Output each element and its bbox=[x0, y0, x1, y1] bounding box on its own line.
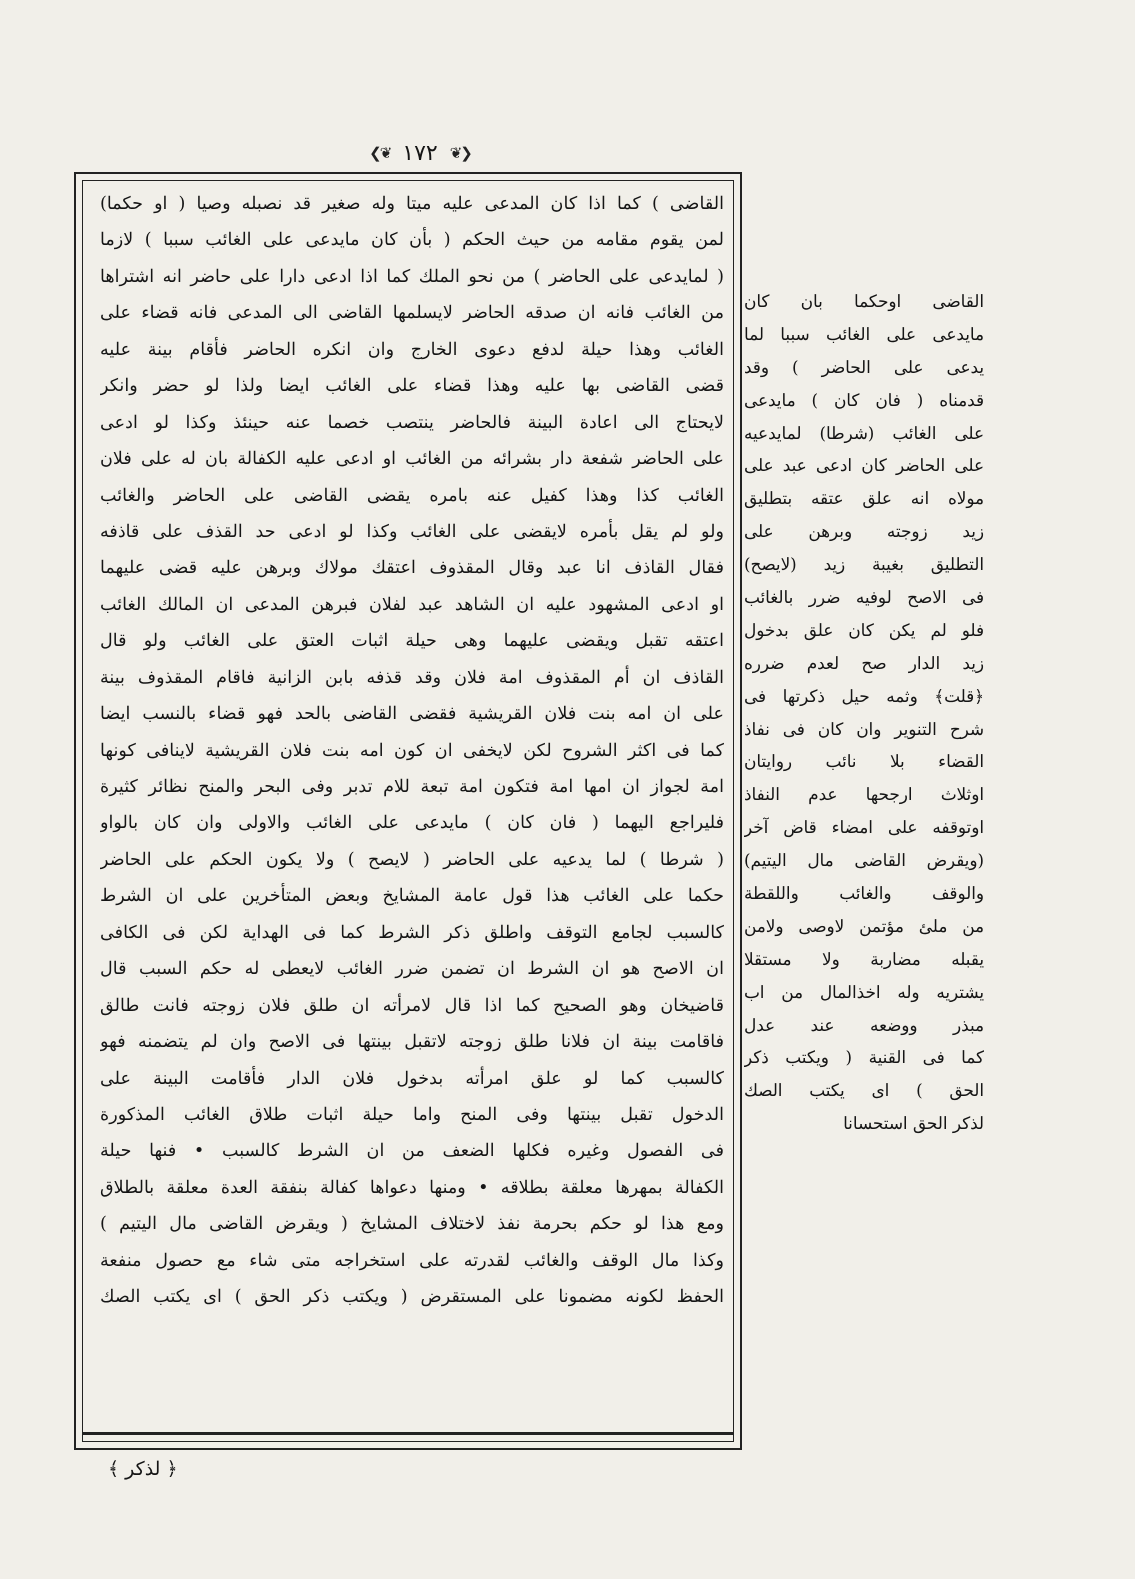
main-text-line: ( لمايدعى على الحاضر ) من نحو الملك كما اذا ادعى دارا على حاضر انه اشتراها bbox=[100, 266, 724, 287]
main-text-line: القاضى ) كما اذا كان المدعى عليه ميتا وله صغير قد نصبله وصيا ( او حكما) bbox=[100, 194, 724, 214]
margin-text-line: فلو لم يكن كان علق بدخول bbox=[744, 619, 984, 640]
main-text-line: او ادعى المشهود عليه ان الشاهد عبد لفلان فبرهن المدعى ان المالك الغائب bbox=[100, 594, 724, 615]
main-text-line: فليراجع اليهما ( فان كان ) مايدعى على الغائب والاولى وان كان بالواو bbox=[100, 813, 724, 834]
margin-text-line: ﴿قلت﴾ وثمه حيل ذكرتها فى bbox=[744, 685, 984, 706]
margin-text-line: زيد الدار صح لعدم ضرره bbox=[744, 652, 984, 673]
margin-text-line: اوثلاث ارجحها عدم النفاذ bbox=[744, 784, 984, 805]
main-text-line: الحفظ لكونه مضمونا على المستقرض ( ويكتب ذكر الحق ) اى يكتب الصك bbox=[100, 1287, 724, 1308]
main-text-line: كالسبب لجامع التوقف واطلق ذكر الشرط كما فى الهداية لكن فى الكافى bbox=[100, 922, 724, 943]
main-text-line: فقال القاذف انا عبد وقال المقذوف اعتقك مولاك وبرهن عليه قضى عليهما bbox=[100, 558, 724, 579]
main-text-line: لمن يقوم مقامه من حيث الحكم ( بأن كان مايدعى على الغائب سببا ) لازما bbox=[100, 230, 724, 251]
main-text-line: ومع هذا لو حكم بحرمة نفذ لاختلاف المشايخ ( ويقرض القاضى مال اليتيم ) bbox=[100, 1214, 724, 1235]
main-text-line: من الغائب فانه ان صدقه الحاضر لايسلمها القاضى الى المدعى فانه قضاء على bbox=[100, 303, 724, 324]
margin-text-line: زيد زوجته وبرهن على bbox=[744, 521, 984, 542]
main-text-line: الغائب وهذا حيلة لدفع دعوى الخارج وان انكره الحاضر فأقام بينة عليه bbox=[100, 339, 724, 360]
margin-text-line: التطليق بغيبة زيد (لايصح) bbox=[744, 554, 984, 575]
margin-text-line: يشتريه وله اخذالمال من اب bbox=[744, 981, 984, 1002]
margin-text-line: (ويقرض القاضى مال اليتيم) bbox=[744, 850, 984, 871]
margin-text-line: يقبله مضاربة ولا مستقلا bbox=[744, 948, 984, 969]
page-number-text: ١٧٢ bbox=[402, 140, 438, 166]
main-text-line: كما فى اكثر الشروح لكن لايخفى ان كون امه بنت فلان القريشية لاينافى كونها bbox=[100, 740, 724, 761]
page-number bbox=[340, 140, 500, 166]
margin-text-line: الحق ) اى يكتب الصك bbox=[744, 1080, 984, 1101]
main-text-line: حكما على الغائب هذا قول عامة المشايخ وبعض المتأخرين على ان الشرط bbox=[100, 886, 724, 907]
main-text-line: ولو لم يقل بأمره لايقضى على الغائب وكذا لو ادعى حد القذف على قاذفه bbox=[100, 521, 724, 542]
margin-text-line: كما فى القنية ( ويكتب ذكر bbox=[744, 1047, 984, 1068]
main-text-line: وكذا مال الوقف والغائب لقدرته على استخراجه متى شاء مع حصول منفعة bbox=[100, 1250, 724, 1271]
main-text-line: القاذف ان أم المقذوف امة فلان وقد قذفه بابن الزانية فاقام المقذوف بينة bbox=[100, 667, 724, 688]
left-ornament-icon: ❮❦ bbox=[449, 144, 471, 162]
main-text-line: امة لجواز ان امها امة فتكون امة تبعة للام تدبر وفى البحر والمنح نظائر كثيرة bbox=[100, 777, 724, 797]
margin-text-line: قدمناه ( فان كان ) مايدعى bbox=[744, 389, 984, 410]
margin-text-line: شرح التنوير وان كان فى نفاذ bbox=[744, 718, 984, 739]
catchword: ﴿ لذكر ﴾ bbox=[108, 1458, 178, 1480]
margin-text-line: من ملئ مؤتمن لاوصى ولامن bbox=[744, 915, 984, 936]
main-text-line: الكفالة بمهرها معلقة بطلاقه • ومنها دعواها كفالة بنفقة العدة معلقة بالطلاق bbox=[100, 1177, 724, 1198]
margin-text-line: والوقف والغائب واللقطة bbox=[744, 883, 984, 904]
main-text-line: قاضيخان وهو الصحيح كما اذا قال لامرأته ان طلق فلان زوجته فانت طالق bbox=[100, 995, 724, 1016]
main-text-line: على ان امه بنت فلان القريشية فقضى القاضى بالحد فهو قضاء بالنسب ايضا bbox=[100, 704, 724, 725]
main-text-line: الغائب كذا وهذا كفيل عنه بامره يقضى القاضى على الحاضر والغائب bbox=[100, 485, 724, 506]
main-text-block bbox=[100, 186, 724, 1316]
margin-text-line: مولاه انه علق عتقه بتطليق bbox=[744, 488, 984, 509]
margin-text-line: لذكر الحق استحسانا bbox=[843, 1113, 984, 1134]
main-text-line: ان الاصح هو ان الشرط ان تضمن ضرر الغائب لايعطى له حكم السبب قال bbox=[100, 959, 724, 980]
margin-commentary bbox=[744, 285, 984, 1140]
main-text-line: فى الفصول وغيره فكلها الضعف من ان الشرط كالسبب • فنها حيلة bbox=[100, 1141, 724, 1162]
main-text-line: الدخول تقبل بينتها وفى المنح واما حيلة اثبات طلاق الغائب المذكورة bbox=[100, 1104, 724, 1125]
main-text-line: اعتقه تقبل ويقضى عليهما وهى حيلة اثبات العتق على الغائب ولو قال bbox=[100, 631, 724, 652]
main-text-line: فاقامت بينة ان فلانا طلق زوجته لاتقبل بينتها فى الاصح وان لم يتضمنه فهو bbox=[100, 1032, 724, 1053]
main-text-line: ( شرطا ) لما يدعيه على الحاضر ( لايصح ) ولا يكون الحكم على الحاضر bbox=[100, 849, 724, 870]
main-text-line: على الحاضر شفعة دار بشرائه من الغائب او ادعى عليه الكفالة بان له على فلان bbox=[100, 449, 724, 470]
main-text-line: قضى القاضى بها عليه وهذا قضاء على الغائب ايضا ولذا لو حضر وانكر bbox=[100, 376, 724, 397]
margin-text-line: اوتوقفه على امضاء قاض آخر bbox=[744, 817, 984, 838]
margin-text-line: على الحاضر كان ادعى عبد على bbox=[744, 455, 984, 476]
margin-text-line: مبذر ووضعه عند عدل bbox=[744, 1014, 984, 1035]
margin-text-line: مايدعى على الغائب سببا لما bbox=[744, 323, 984, 344]
main-text-line: لايحتاج الى اعادة البينة فالحاضر ينتصب خصما عنه حينئذ وكذا لو ادعى bbox=[100, 412, 724, 433]
margin-text-line: يدعى على الحاضر ) وقد bbox=[744, 356, 984, 377]
margin-text-line: القاضى اوحكما بان كان bbox=[744, 291, 984, 311]
main-text-line: كالسبب كما لو علق امرأته بدخول فلان الدار فأقامت البينة على bbox=[100, 1068, 724, 1089]
margin-text-line: على الغائب (شرطا) لمايدعيه bbox=[744, 422, 984, 443]
right-ornament-icon: ❦❯ bbox=[369, 144, 391, 162]
margin-text-line: فى الاصح لوفيه ضرر بالغائب bbox=[744, 587, 984, 608]
margin-text-line: القضاء بلا نائب روايتان bbox=[744, 751, 984, 772]
